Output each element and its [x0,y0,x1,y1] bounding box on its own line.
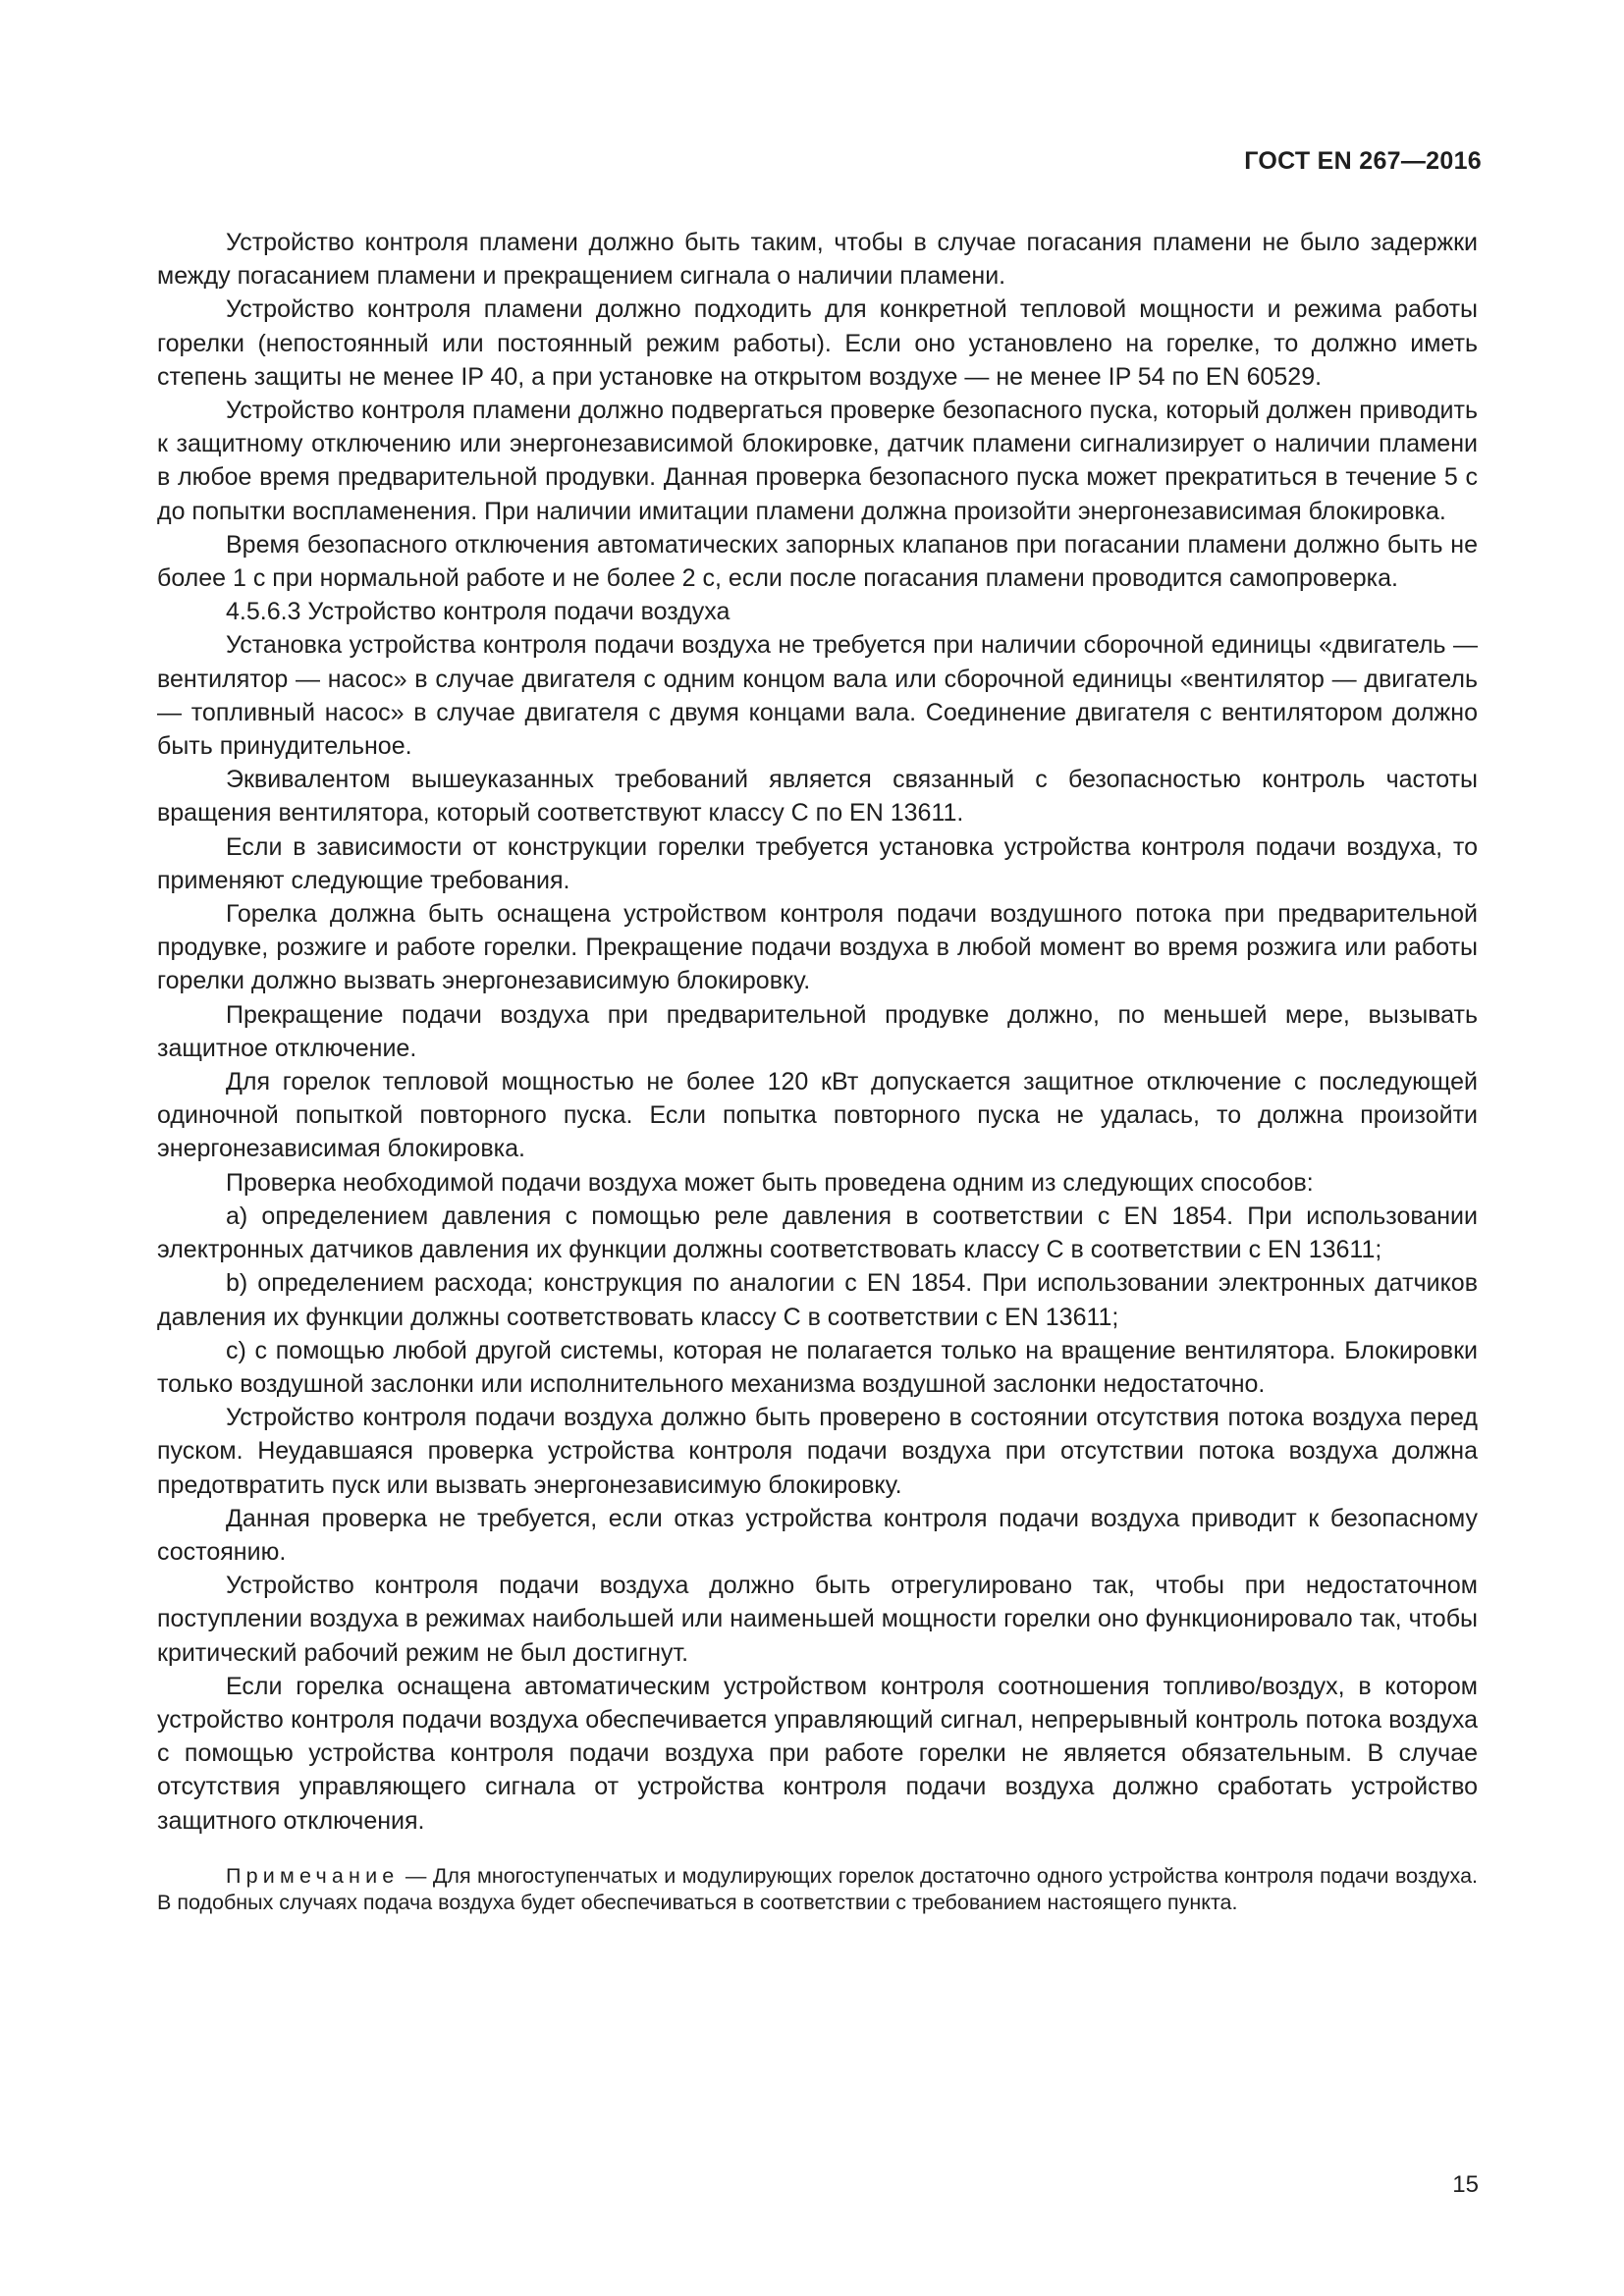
paragraph: Устройство контроля пламени должно подвергаться проверке безопасного пуска, который должен приводить к защитному отключению или энергонезависимой блокировке, датчик пламени сигнализирует о наличии пламени в любое время предварительной продувки. Данная проверка безопасного пуска может прекратиться в течение 5 с до попытки воспламенения. При наличии имитации пламени должна произойти энергонезависимая блокировка. [157,397,1478,525]
list-item-a: a) определением давления с помощью реле давления в соответствии с EN 1854. При использовании электронных датчиков давления их функции должны соответствовать классу С в соответствии с EN 13611; [157,1201,1478,1264]
paragraph: Время безопасного отключения автоматических запорных клапанов при погасании пламени должно быть не более 1 с при нормальной работе и не более 2 с, если после погасания пламени проводится самопроверка. [157,530,1478,593]
note-text: — Для многоступенчатых и модулирующих горелок достаточно одного устройства контроля подачи воздуха. В подобных случаях подача воздуха будет обеспечиваться в соответствии с требованием настоящего пункта. [157,1863,1478,1915]
note [157,1863,1478,1917]
list-item-b: b) определением расхода; конструкция по аналогии с EN 1854. При использовании электронных датчиков давления их функции должны соответствовать классу С в соответствии с EN 13611; [157,1269,1478,1331]
paragraph: Горелка должна быть оснащена устройством контроля подачи воздушного потока при предварительной продувке, розжиге и работе горелки. Прекращение подачи воздуха в любой момент во время розжига или работы горелки должно вызвать энергонезависимую блокировку. [157,900,1478,995]
paragraph: Данная проверка не требуется, если отказ устройства контроля подачи воздуха приводит к безопасному состоянию. [157,1504,1478,1566]
section-heading: 4.5.6.3 Устройство контроля подачи воздуха [226,598,731,626]
paragraph: Прекращение подачи воздуха при предварительной продувке должно, по меньшей мере, вызывать защитное отключение. [157,1000,1478,1062]
paragraph: Если в зависимости от конструкции горелки требуется установка устройства контроля подачи воздуха, то применяют следующие требования. [157,832,1478,894]
note-label: Примечание [226,1863,400,1888]
list-item-c: c) с помощью любой другой системы, которая не полагается только на вращение вентилятора. Блокировки только воздушной заслонки или исполнительного механизма воздушной заслонки недостаточно. [157,1336,1478,1398]
paragraph: Устройство контроля подачи воздуха должно быть отрегулировано так, чтобы при недостаточном поступлении воздуха в режимах наибольшей или наименьшей мощности горелки оно функционировало так, чтобы критический рабочий режим не был достигнут. [157,1572,1478,1667]
document-body [157,226,1478,1917]
paragraph: Для горелок тепловой мощностью не более 120 кВт допускается защитное отключение с последующей одиночной попыткой повторного пуска. Если попытка повторного пуска не удалась, то должна произойти энергонезависимая блокировка. [157,1068,1478,1163]
paragraph: Если горелка оснащена автоматическим устройством контроля соотношения топливо/воздух, в котором устройство контроля подачи воздуха обеспечивается управляющий сигнал, непрерывный контроль потока воздуха с помощью устройства контроля подачи воздуха при работе горелки не является обязательным. В случае отсутствия управляющего сигнала от устройства контроля подачи воздуха должно сработать устройство защитного отключения. [157,1672,1478,1835]
page-number: 15 [1452,2171,1479,2198]
paragraph: Устройство контроля подачи воздуха должно быть проверено в состоянии отсутствия потока воздуха перед пуском. Неудавшаяся проверка устройства контроля подачи воздуха при отсутствии потока воздуха должна предотвратить пуск или вызвать энергонезависимую блокировку. [157,1404,1478,1499]
paragraph: Устройство контроля пламени должно подходить для конкретной тепловой мощности и режима работы горелки (непостоянный или постоянный режим работы). Если оно установлено на горелке, то должно иметь степень защиты не менее IP 40, а при установке на открытом воздухе — не менее IP 54 по EN 60529. [157,295,1478,391]
paragraph: Установка устройства контроля подачи воздуха не требуется при наличии сборочной единицы «двигатель — вентилятор — насос» в случае двигателя с одним концом вала или сборочной единицы «вентилятор — двигатель — топливный насос» в случае двигателя с двумя концами вала. Соединение двигателя с вентилятором должно быть принудительное. [157,631,1478,761]
paragraph: Проверка необходимой подачи воздуха может быть проведена одним из следующих способов: [226,1168,1314,1197]
paragraph: Устройство контроля пламени должно быть таким, чтобы в случае погасания пламени не было задержки между погасанием пламени и прекращением сигнала о наличии пламени. [157,229,1478,291]
document-header: ГОСТ EN 267—2016 [1244,147,1482,175]
paragraph: Эквивалентом вышеуказанных требований является связанный с безопасностью контроль частоты вращения вентилятора, который соответствуют классу С по EN 13611. [157,766,1478,828]
